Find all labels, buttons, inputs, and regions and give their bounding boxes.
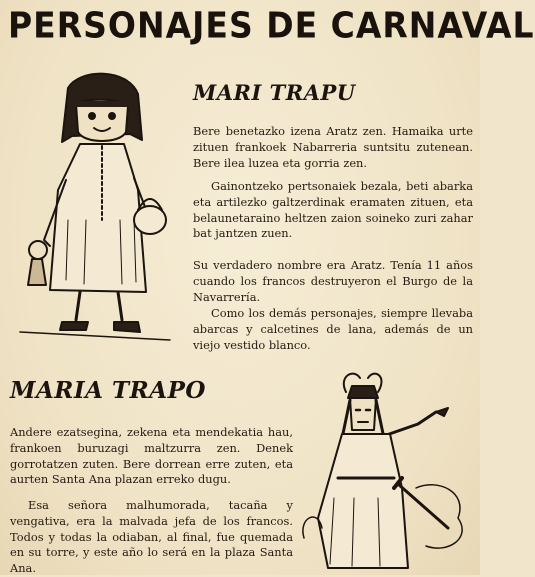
maria-trapo-paragraph-es: Esa señora malhumorada, tacaña y vengativa, era la malvada jefa de los francos. Todos y todas la odiaban, al final, fue quemada en su torre, y este año lo será en la plaza Santa Ana. — [10, 498, 293, 576]
mari-trapu-illustration — [10, 70, 182, 342]
mari-trapu-paragraph-es-1: Su verdadero nombre era Aratz. Tenía 11 años cuando los francos destruyeron el Burgo de la Navarrería. — [193, 258, 473, 304]
mari-trapu-paragraph-eu-1: Bere benetazko izena Aratz zen. Hamaika urte zituen frankoek Nabarreria suntsitu zutenean. Bere ilea luzea eta gorria zen. — [193, 124, 473, 170]
maria-trapo-paragraph-eu: Andere ezatsegina, zekena eta mendekatia hau, frankoen buruzagi maltzurra zen. Denek gorrotatzen zuten. Bere dorrean erre zuten, eta aurten Santa Ana plazan erreko dugu. — [10, 425, 293, 487]
mari-trapu-paragraph-es-2: Como los demás personajes, siempre llevaba abarcas y calcetines de lana, además de un viejo vestido blanco. — [193, 306, 473, 352]
maria-trapo-illustration — [298, 368, 476, 573]
mari-trapu-heading: MARI TRAPU — [193, 80, 356, 105]
mari-trapu-paragraph-eu-2: Gainontzeko pertsonaiek bezala, beti abarka eta artilezko galtzerdinak eramaten zituen, eta belaunetaraino heltzen zaion soineko zuri zahar bat jantzen zuen. — [193, 179, 473, 241]
page-title: PERSONAJES DE CARNAVAL — [8, 4, 535, 47]
maria-trapo-heading: MARIA TRAPO — [10, 377, 206, 404]
